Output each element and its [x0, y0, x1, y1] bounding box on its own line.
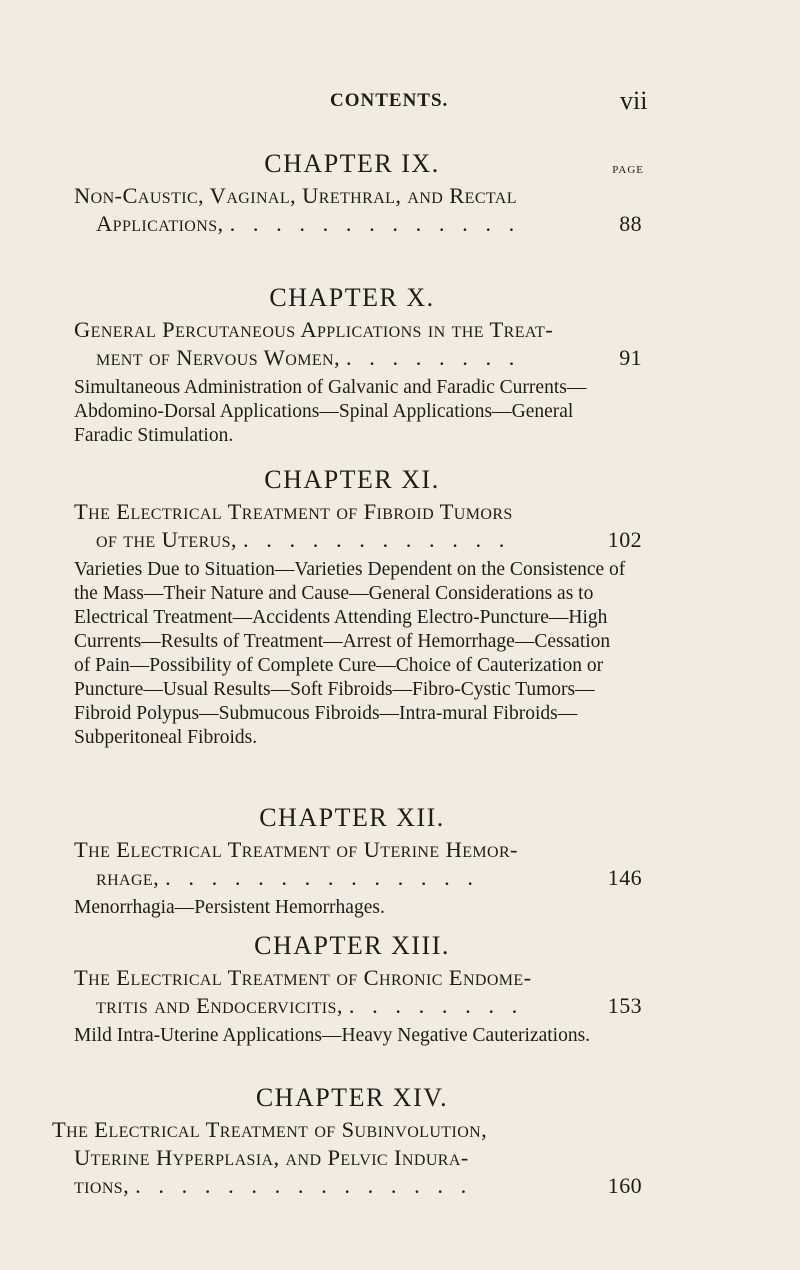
chapter-summary: Mild Intra-Uterine Applications—Heavy Negative Cauterizations. [74, 1025, 591, 1046]
entry-title-line: The Electrical Treatment of Uterine Hemor- [74, 837, 518, 862]
chapter-summary: Menorrhagia—Persistent Hemorrhages. [74, 897, 385, 918]
dot-leaders: . . . . . . . . . . . . . . . [135, 1173, 473, 1198]
chapter-xii [74, 800, 642, 920]
toc-entry[interactable] [74, 182, 642, 238]
toc-entry[interactable] [52, 1116, 642, 1200]
entry-title-line: tions, . . . . . . . . . . . . . . . [74, 1173, 473, 1198]
entry-title-line: The Electrical Treatment of Fibroid Tumors [74, 499, 513, 524]
entry-title-line: ment of Nervous Women, . . . . . . . . [96, 345, 521, 370]
toc-entry[interactable] [74, 498, 642, 554]
entry-title-line: The Electrical Treatment of Subinvolution, [52, 1117, 488, 1142]
entry-title-line: rhage, . . . . . . . . . . . . . . [96, 865, 480, 890]
page-number: 160 [607, 1173, 642, 1198]
chapter-xiii [74, 928, 642, 1048]
chapter-xi [74, 462, 642, 750]
entry-title-line: of the Uterus, . . . . . . . . . . . . [96, 527, 511, 552]
chapter-heading-text: CHAPTER IX. [264, 149, 440, 178]
toc-entry[interactable] [74, 316, 642, 372]
entry-title-line: Non-Caustic, Vaginal, Urethral, and Rectal [74, 183, 517, 208]
page-folio: vii [620, 86, 648, 115]
dot-leaders: . . . . . . . . . . . . . [229, 211, 521, 236]
chapter-x [74, 280, 642, 448]
page-number: 102 [607, 527, 642, 552]
entry-title-line: The Electrical Treatment of Chronic Endome- [74, 965, 532, 990]
page-column-label: PAGE [612, 164, 644, 176]
chapter-summary: Varieties Due to Situation—Varieties Dependent on the Consistence of the Mass—Their Nature and Cause—General Considerations as to Electrical Treatment—Accidents Attending Electro-Puncture—High Currents—Results of Treatment—Arrest of Hemorrhage—Cessation of Pain—Possibility of Complete Cure—Choice of Cauterization or Puncture—Usual Results—Soft Fibroids—Fibro-Cystic Tumors—Fibroid Polypus—Submucous Fibroids—Intra-mural Fibroids—Subperitoneal Fibroids. [74, 559, 626, 748]
chapter-heading-text: CHAPTER XIII. [254, 931, 450, 960]
dot-leaders: . . . . . . . . [348, 993, 524, 1018]
dot-leaders: . . . . . . . . [346, 345, 521, 370]
entry-title-line: Uterine Hyperplasia, and Pelvic Indura- [74, 1145, 469, 1170]
chapter-ix [74, 146, 644, 238]
running-head [0, 86, 800, 116]
entry-title-line: General Percutaneous Applications in the Treat- [74, 317, 554, 342]
dot-leaders: . . . . . . . . . . . . . . [165, 865, 480, 890]
page-number: 153 [607, 993, 642, 1018]
chapter-heading [74, 462, 630, 498]
chapter-heading-text: CHAPTER XIV. [255, 1083, 449, 1112]
page-number: 91 [619, 345, 642, 370]
toc-entry[interactable] [74, 964, 642, 1020]
chapter-xiv [52, 1080, 642, 1200]
dot-leaders: . . . . . . . . . . . . [242, 527, 511, 552]
chapter-heading [74, 1080, 630, 1116]
chapter-heading [74, 146, 644, 182]
chapter-heading [74, 928, 630, 964]
running-head-title: CONTENTS. [330, 90, 449, 111]
chapter-heading-text: CHAPTER XI. [264, 465, 440, 494]
entry-title-line: tritis and Endocervicitis, . . . . . . . . [96, 993, 524, 1018]
entry-title-line: Applications, . . . . . . . . . . . . . [96, 211, 521, 236]
toc-entry[interactable] [74, 836, 642, 892]
chapter-heading-text: CHAPTER X. [269, 283, 435, 312]
chapter-heading [74, 280, 630, 316]
page-number: 88 [619, 211, 642, 236]
chapter-summary: Simultaneous Administration of Galvanic and Faradic Currents—Abdomino-Dorsal Applications—Spinal Applications—General Faradic Stimulation. [74, 377, 587, 446]
chapter-heading [74, 800, 630, 836]
chapter-heading-text: CHAPTER XII. [259, 803, 445, 832]
page-number: 146 [607, 865, 642, 890]
